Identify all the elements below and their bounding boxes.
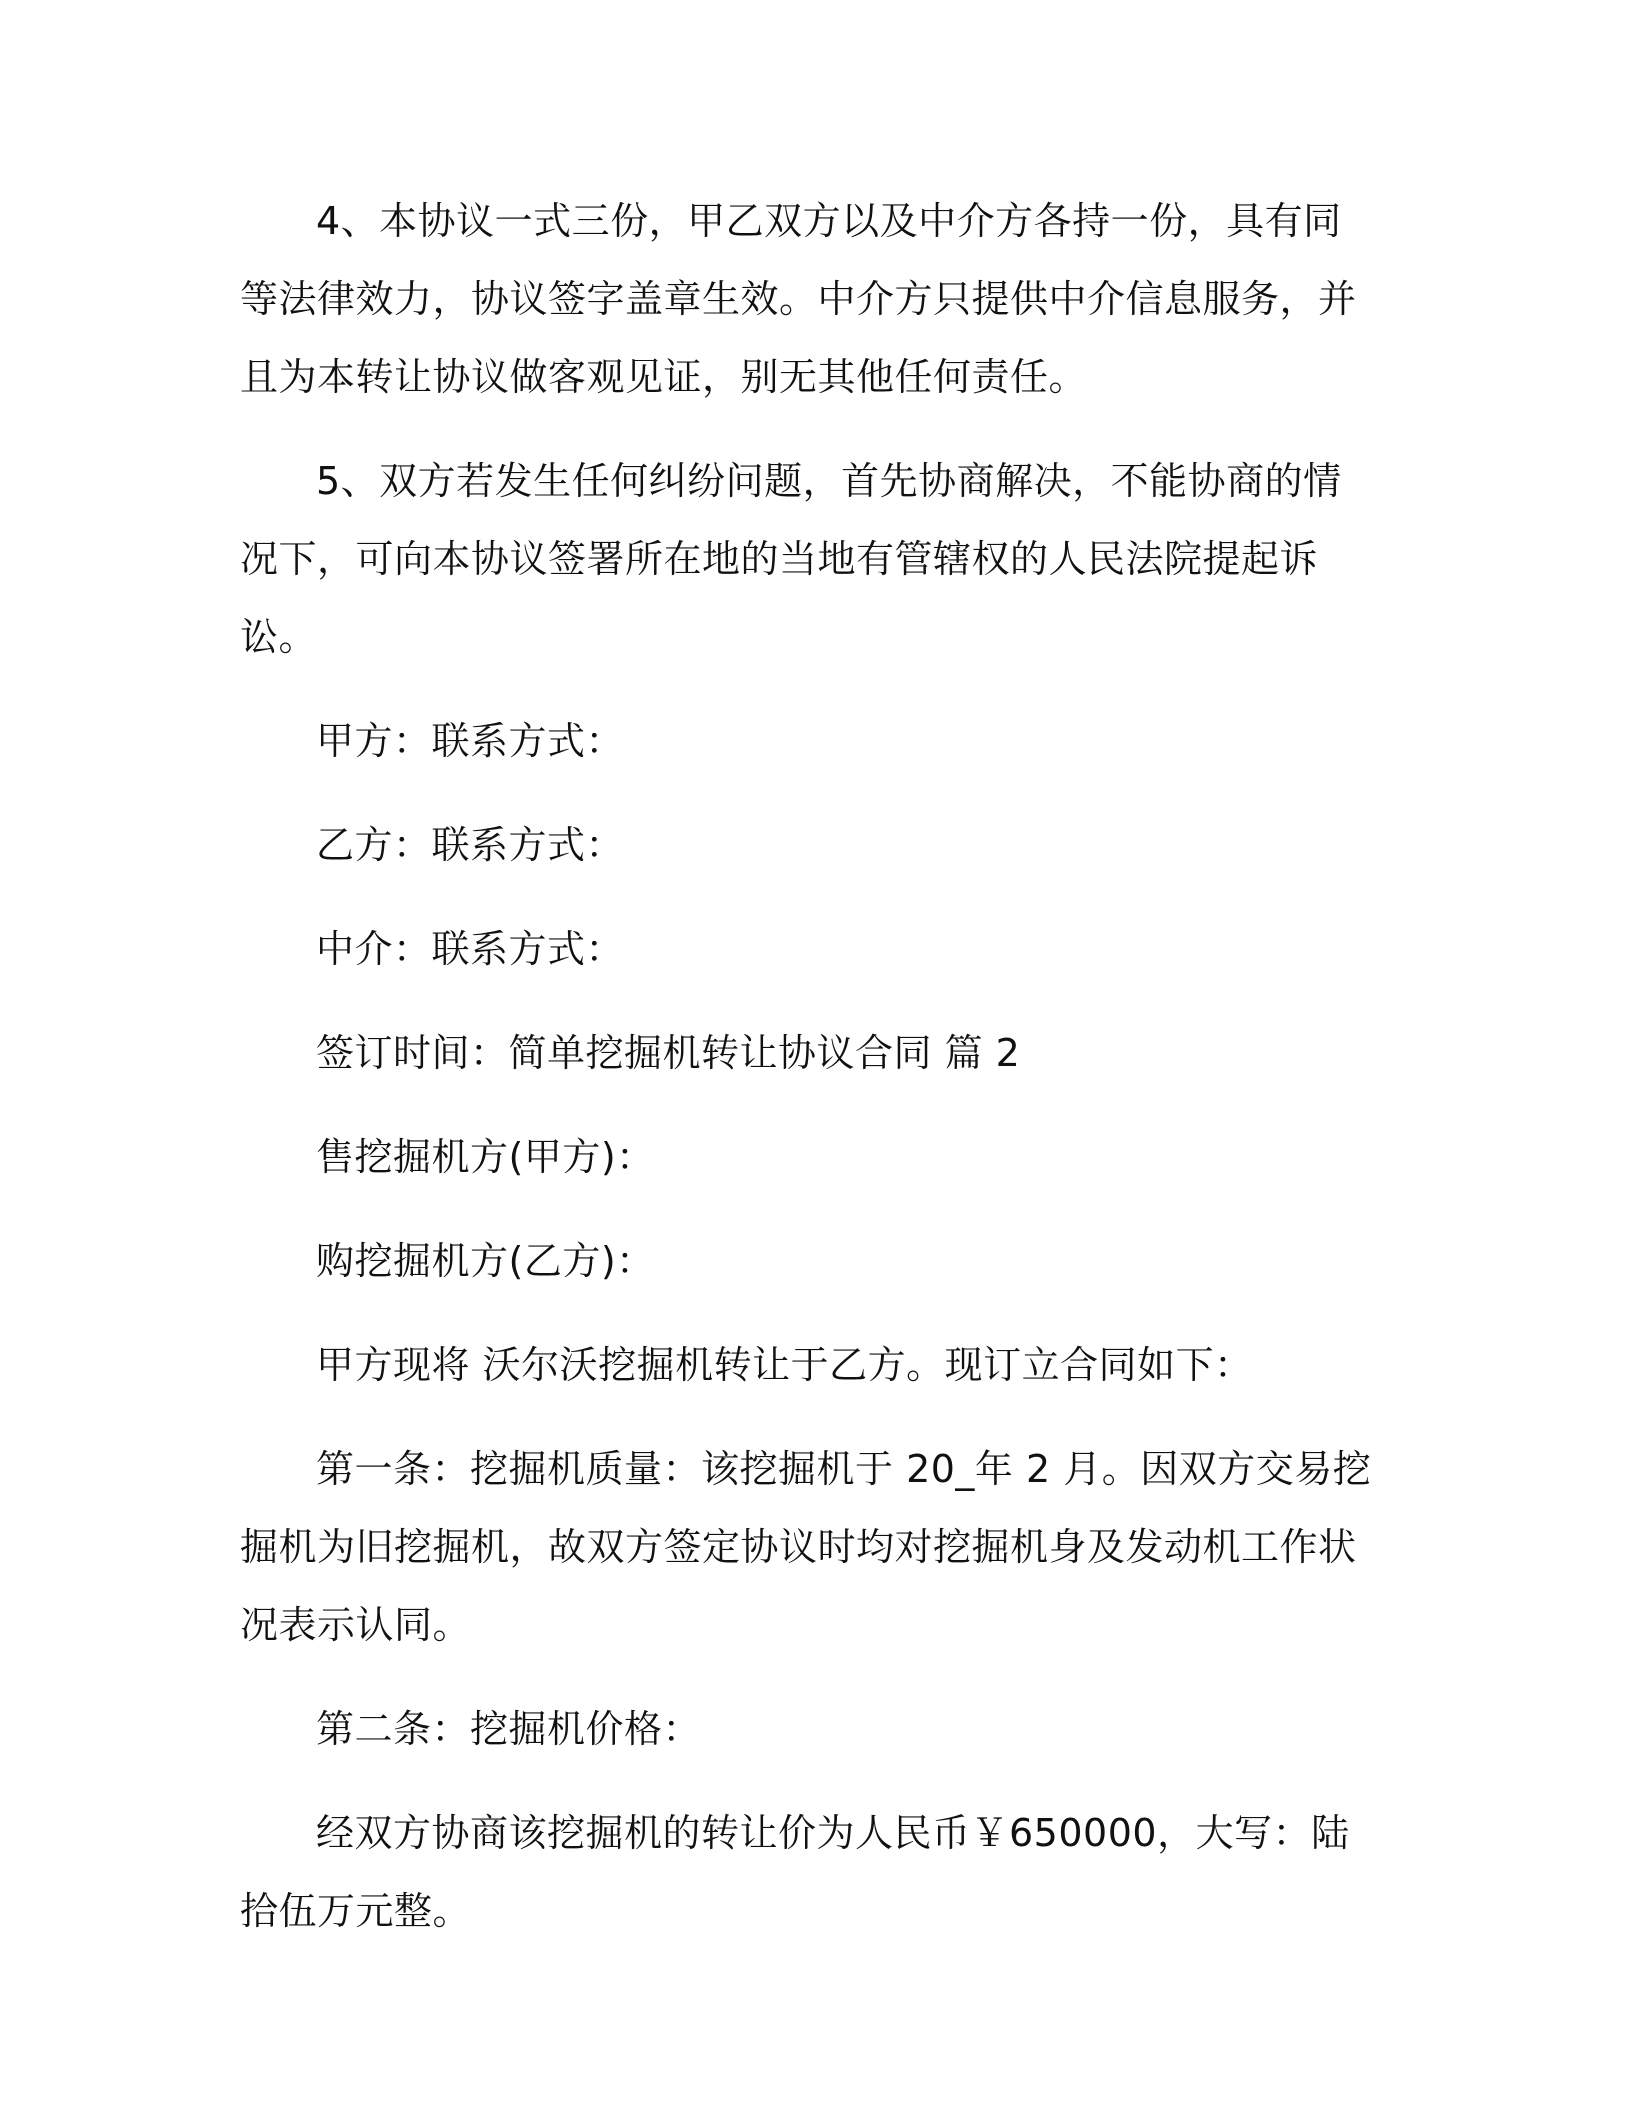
seller-party: 售挖掘机方(甲方)：: [316, 1135, 655, 1179]
article-2-price-heading: 第二条：挖掘机价格：: [316, 1707, 702, 1751]
transfer-statement: 甲方现将 沃尔沃挖掘机转让于乙方。现订立合同如下：: [316, 1343, 1253, 1387]
agent-contact: 中介：联系方式：: [316, 927, 625, 971]
document-body: [240, 182, 1380, 1976]
clause-5: 5、双方若发生任何纠纷问题，首先协商解决，不能协商的情况下，可向本协议签署所在地的当地有管辖权的人民法院提起诉讼。: [240, 459, 1342, 659]
clause-4: 4、本协议一式三份，甲乙双方以及中介方各持一份，具有同等法律效力，协议签字盖章生效。中介方只提供中介信息服务，并且为本转让协议做客观见证，别无其他任何责任。: [240, 199, 1357, 399]
party-b-contact: 乙方：联系方式：: [316, 823, 625, 867]
signing-time: 签订时间：简单挖掘机转让协议合同 篇 2: [316, 1031, 1021, 1075]
party-a-contact: 甲方：联系方式：: [316, 719, 625, 763]
buyer-party: 购挖掘机方(乙方)：: [316, 1239, 655, 1283]
article-1-quality: 第一条：挖掘机质量：该挖掘机于 20_年 2 月。因双方交易挖掘机为旧挖掘机，故双方签定协议时均对挖掘机身及发动机工作状况表示认同。: [240, 1447, 1372, 1647]
article-2-price-detail: 经双方协商该挖掘机的转让价为人民币￥650000，大写：陆拾伍万元整。: [240, 1811, 1350, 1933]
